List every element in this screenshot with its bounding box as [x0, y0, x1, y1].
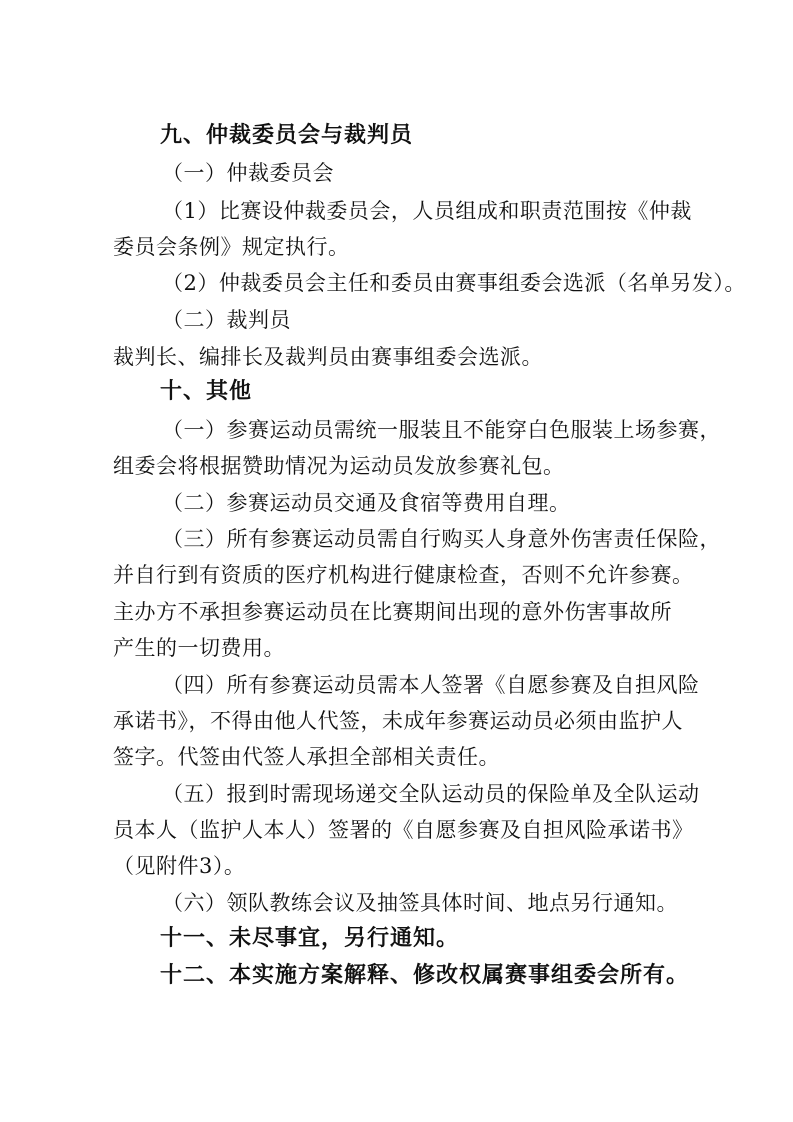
paragraph-line: （三）所有参赛运动员需自行购买人身意外伤害责任保险， [162, 527, 721, 551]
paragraph-line: 员本人（监护人本人）签署的《自愿参赛及自担风险承诺书》 [113, 818, 694, 842]
section-heading-12: 十二、本实施方案解释、修改权属赛事组委会所有。 [160, 963, 690, 988]
paragraph-line: 签字。代签由代签人承担全部相关责任。 [113, 745, 500, 769]
paragraph-line: 并自行到有资质的医疗机构进行健康检查，否则不允许参赛。 [113, 563, 694, 587]
paragraph-line: （四）所有参赛运动员需本人签署《自愿参赛及自担风险 [162, 673, 700, 697]
paragraph-line: （1）比赛设仲裁委员会，人员组成和职责范围按《仲裁 [162, 199, 692, 223]
paragraph-line: 产生的一切费用。 [113, 636, 285, 660]
paragraph-line: （2）仲裁委员会主任和委员由赛事组委会选派（名单另发）。 [162, 271, 746, 295]
paragraph-line: 裁判长、编排长及裁判员由赛事组委会选派。 [113, 345, 543, 369]
subheading-referees: （二）裁判员 [162, 308, 291, 332]
section-heading-10: 十、其他 [160, 379, 253, 404]
paragraph-line: （见附件3）。 [113, 854, 246, 878]
paragraph-line: 组委会将根据赞助情况为运动员发放参赛礼包。 [113, 454, 565, 478]
section-heading-11: 十一、未尽事宜，另行通知。 [160, 926, 460, 951]
paragraph-line: （一）参赛运动员需统一服装且不能穿白色服装上场参赛， [162, 418, 721, 442]
paragraph-line: 委员会条例》规定执行。 [113, 235, 350, 259]
paragraph-line: （二）参赛运动员交通及食宿等费用自理。 [162, 491, 571, 515]
paragraph-line: （五）报到时需现场递交全队运动员的保险单及全队运动 [162, 782, 700, 806]
section-heading-9: 九、仲裁委员会与裁判员 [160, 123, 414, 148]
paragraph-line: （六）领队教练会议及抽签具体时间、地点另行通知。 [162, 891, 678, 915]
paragraph-line: 承诺书》，不得由他人代签，未成年参赛运动员必须由监护人 [113, 709, 683, 733]
subheading-arbitration-committee: （一）仲裁委员会 [162, 161, 334, 185]
paragraph-line: 主办方不承担参赛运动员在比赛期间出现的意外伤害事故所 [113, 600, 672, 624]
